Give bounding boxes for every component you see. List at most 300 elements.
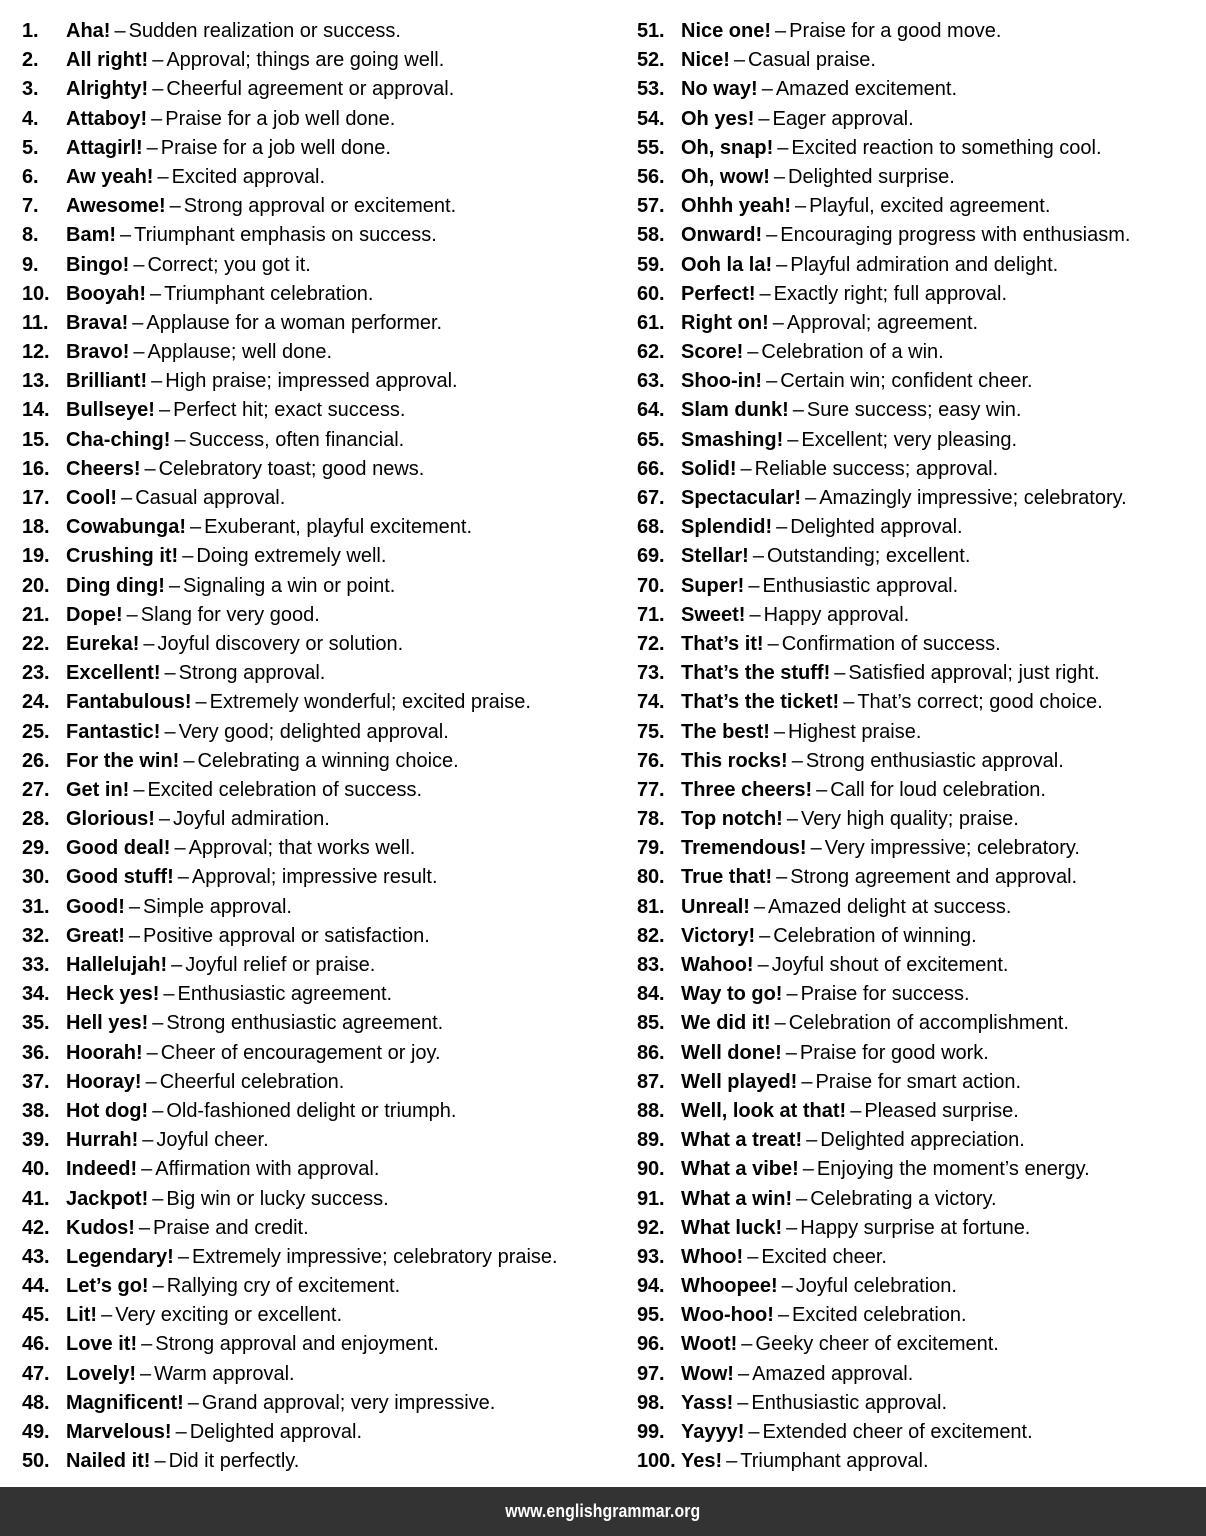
list-item-number: 17. xyxy=(22,487,50,509)
list-item-number: 70. xyxy=(637,574,665,597)
list-item-dash: – xyxy=(776,866,788,889)
list-item-dash: – xyxy=(163,983,175,1006)
list-item-number: 52. xyxy=(637,49,665,72)
list-item-number: 44. xyxy=(22,1275,50,1298)
list-item-dash: – xyxy=(121,487,133,509)
list-item-dash: – xyxy=(154,1450,166,1473)
list-item-term: Ding ding! xyxy=(66,574,165,597)
list-item-description: Praise for a job well done. xyxy=(165,107,396,130)
list-item-description: Call for loud celebration. xyxy=(830,778,1046,801)
list-item xyxy=(22,484,620,513)
list-item-dash: – xyxy=(120,224,132,247)
list-item xyxy=(637,309,1206,338)
list-item-number: 87. xyxy=(637,1070,665,1093)
list-item-description: Very impressive; celebratory. xyxy=(824,837,1080,860)
list-item-term: Cha-ching! xyxy=(66,428,171,451)
list-item-number: 11. xyxy=(22,311,49,334)
list-item-description: Confirmation of success. xyxy=(781,632,1001,655)
list-item-description: Excited reaction to something cool. xyxy=(791,136,1102,159)
list-item-term: That’s the ticket! xyxy=(681,691,840,714)
list-item-number: 8. xyxy=(22,224,39,247)
list-item-dash: – xyxy=(141,1158,153,1181)
list-item-dash: – xyxy=(146,136,158,159)
list-item xyxy=(22,163,620,192)
list-item xyxy=(637,1039,1206,1068)
list-item-description: Did it perfectly. xyxy=(168,1450,300,1473)
list-item-dash: – xyxy=(151,370,163,393)
list-item-description: Praise for smart action. xyxy=(815,1070,1022,1093)
list-item-number: 10. xyxy=(22,282,50,305)
list-item-description: Strong approval and enjoyment. xyxy=(155,1333,439,1356)
list-item-dash: – xyxy=(777,1304,790,1327)
list-item xyxy=(22,863,620,892)
list-item-number: 19. xyxy=(22,545,50,568)
list-item-number: 65. xyxy=(637,428,665,451)
list-item xyxy=(22,951,620,980)
list-item xyxy=(22,1330,620,1359)
list-item-description: Encouraging progress with enthusiasm. xyxy=(780,224,1131,247)
list-item-term: Aw yeah! xyxy=(66,165,154,188)
list-item-dash: – xyxy=(748,1421,760,1443)
list-item-term: Spectacular! xyxy=(681,487,802,509)
list-item-description: Strong enthusiastic approval. xyxy=(805,749,1064,772)
list-item-number: 76. xyxy=(637,749,665,772)
list-item-number: 60. xyxy=(637,282,665,305)
list-item-term: Score! xyxy=(681,341,744,364)
list-item-description: Exuberant, playful excitement. xyxy=(204,516,473,539)
list-item-description: Triumphant approval. xyxy=(740,1450,929,1473)
list-item-dash: – xyxy=(759,282,771,305)
list-item xyxy=(637,105,1206,134)
list-item xyxy=(22,922,620,951)
list-item-dash: – xyxy=(128,895,140,918)
list-item-description: Excellent; very pleasing. xyxy=(801,428,1018,451)
list-item-term: No way! xyxy=(681,78,758,101)
list-item-number: 82. xyxy=(637,924,665,947)
list-item-description: Warm approval. xyxy=(154,1362,295,1385)
list-item-term: Well played! xyxy=(681,1070,798,1093)
list-item xyxy=(22,513,620,542)
list-item-term: Magnificent! xyxy=(66,1391,184,1414)
list-item-description: Positive approval or satisfaction. xyxy=(143,924,430,947)
list-item-term: Hoorah! xyxy=(66,1041,143,1064)
list-item-number: 54. xyxy=(637,107,665,130)
list-item-dash: – xyxy=(806,1129,818,1152)
list-item-term: Awesome! xyxy=(66,195,166,218)
list-item-number: 58. xyxy=(637,224,665,247)
list-item xyxy=(637,1389,1206,1418)
list-item-term: Cool! xyxy=(66,487,118,509)
list-item-term: Cheers! xyxy=(66,457,141,480)
list-item-dash: – xyxy=(152,49,164,72)
list-item xyxy=(22,17,620,46)
list-item-description: Excited cheer. xyxy=(761,1245,887,1268)
list-item xyxy=(637,1097,1206,1126)
list-item-term: Good! xyxy=(66,895,125,918)
list-item-description: Enthusiastic approval. xyxy=(751,1391,948,1414)
list-item xyxy=(22,1214,620,1243)
list-item-term: Right on! xyxy=(681,311,769,334)
list-item xyxy=(22,776,620,805)
list-item-number: 83. xyxy=(637,954,665,976)
list-item-term: Yass! xyxy=(681,1391,734,1414)
list-item xyxy=(22,1185,620,1214)
list-item-number: 77. xyxy=(637,778,665,801)
list-item-term: Solid! xyxy=(681,457,737,480)
list-item xyxy=(637,776,1206,805)
list-item-term: Good stuff! xyxy=(66,866,174,889)
list-item-term: Excellent! xyxy=(66,662,161,685)
list-item-term: Onward! xyxy=(681,224,763,247)
website-url: www.englishgrammar.org xyxy=(505,1501,701,1521)
list-item-description: Joyful relief or praise. xyxy=(185,954,376,976)
list-item-dash: – xyxy=(758,107,770,130)
list-item-description: Applause; well done. xyxy=(147,341,333,364)
list-item-description: Very high quality; praise. xyxy=(800,808,1019,831)
list-item-description: Delighted approval. xyxy=(189,1421,363,1443)
list-item-term: Super! xyxy=(681,574,745,597)
list-item-dash: – xyxy=(175,1421,187,1443)
list-item-description: Celebration of winning. xyxy=(773,924,977,947)
list-item-description: Triumphant emphasis on success. xyxy=(134,224,437,247)
list-item-number: 51. xyxy=(637,20,665,42)
list-item-number: 97. xyxy=(637,1362,665,1385)
list-item xyxy=(637,1126,1206,1155)
list-item-number: 15. xyxy=(22,428,50,451)
list-item-description: Excited approval. xyxy=(171,165,325,188)
list-item xyxy=(22,396,620,425)
list-item-number: 18. xyxy=(22,516,50,539)
list-item-dash: – xyxy=(787,428,799,451)
list-item-term: Ohhh yeah! xyxy=(681,195,792,218)
list-item-dash: – xyxy=(151,107,163,130)
list-item-number: 55. xyxy=(637,136,665,159)
list-item-description: Praise for a job well done. xyxy=(160,136,391,159)
list-item-dash: – xyxy=(796,1187,808,1210)
list-item-term: Nice one! xyxy=(681,20,772,42)
list-item-number: 75. xyxy=(637,720,665,743)
list-item-term: Tremendous! xyxy=(681,837,807,860)
list-item-dash: – xyxy=(801,1070,813,1093)
list-item-term: We did it! xyxy=(681,1012,771,1035)
list-item-number: 89. xyxy=(637,1129,665,1152)
list-item-number: 28. xyxy=(22,808,50,831)
list-item-term: Yes! xyxy=(681,1450,723,1473)
list-item-description: Triumphant celebration. xyxy=(164,282,374,305)
list-item-dash: – xyxy=(747,1245,759,1268)
list-item-term: Smashing! xyxy=(681,428,784,451)
list-item-description: Exactly right; full approval. xyxy=(773,282,1008,305)
list-item-number: 40. xyxy=(22,1158,50,1181)
list-item xyxy=(637,17,1206,46)
list-item-term: Good deal! xyxy=(66,837,171,860)
list-item xyxy=(637,922,1206,951)
list-item-description: Casual praise. xyxy=(748,49,876,72)
list-item-term: Well done! xyxy=(681,1041,782,1064)
list-item xyxy=(22,426,620,455)
list-item-number: 88. xyxy=(637,1099,665,1122)
list-item-dash: – xyxy=(726,1450,738,1473)
list-item-dash: – xyxy=(126,603,138,626)
list-item-term: Oh, snap! xyxy=(681,136,774,159)
list-item-term: Hooray! xyxy=(66,1070,142,1093)
list-item xyxy=(637,426,1206,455)
list-item-description: Joyful celebration. xyxy=(795,1275,957,1298)
list-item-description: Geeky cheer of excitement. xyxy=(755,1333,999,1356)
list-item xyxy=(22,455,620,484)
list-item xyxy=(22,1272,620,1301)
list-item-dash: – xyxy=(133,778,145,801)
list-item-number: 67. xyxy=(637,487,665,509)
list-item xyxy=(22,221,620,250)
list-item-dash: – xyxy=(152,1275,164,1298)
list-item-description: Playful, excited agreement. xyxy=(809,195,1051,218)
list-item-dash: – xyxy=(138,1216,151,1239)
list-item-description: Grand approval; very impressive. xyxy=(201,1391,496,1414)
list-item-number: 4. xyxy=(22,107,39,130)
list-item-term: Fantastic! xyxy=(66,720,161,743)
list-item-number: 90. xyxy=(637,1158,665,1181)
list-item-description: Perfect hit; exact success. xyxy=(173,399,406,422)
list-column-right xyxy=(620,17,1206,1476)
list-item-number: 49. xyxy=(22,1421,50,1443)
list-item-description: Eager approval. xyxy=(772,107,914,130)
list-item-term: Perfect! xyxy=(681,282,756,305)
list-item-number: 100. xyxy=(637,1450,676,1473)
list-item-term: Wahoo! xyxy=(681,954,754,976)
list-item-dash: – xyxy=(772,311,784,334)
list-item-term: Top notch! xyxy=(681,808,783,831)
list-item-term: Attaboy! xyxy=(66,107,148,130)
list-item-dash: – xyxy=(792,399,804,422)
list-item-dash: – xyxy=(737,1362,750,1385)
list-item-description: High praise; impressed approval. xyxy=(165,370,458,393)
list-item-number: 39. xyxy=(22,1129,50,1152)
list-item-dash: – xyxy=(810,837,822,860)
list-item-description: Casual approval. xyxy=(135,487,286,509)
list-item-number: 61. xyxy=(637,311,665,334)
list-item-description: Cheerful celebration. xyxy=(159,1070,345,1093)
list-item-description: Praise for a good move. xyxy=(789,20,1002,42)
list-item-term: Well, look at that! xyxy=(681,1099,847,1122)
list-item-number: 36. xyxy=(22,1041,50,1064)
list-item xyxy=(22,659,620,688)
list-item-dash: – xyxy=(740,457,752,480)
list-item-number: 1. xyxy=(22,20,39,42)
list-item xyxy=(637,893,1206,922)
list-item-term: Three cheers! xyxy=(681,778,813,801)
list-item-term: Fantabulous! xyxy=(66,691,192,714)
list-item-description: Joyful cheer. xyxy=(156,1129,269,1152)
list-item-number: 80. xyxy=(637,866,665,889)
list-item-number: 46. xyxy=(22,1333,50,1356)
list-item-term: Hot dog! xyxy=(66,1099,149,1122)
list-item-term: What a win! xyxy=(681,1187,793,1210)
list-item xyxy=(637,1272,1206,1301)
list-item xyxy=(637,572,1206,601)
list-item-term: Let’s go! xyxy=(66,1275,149,1298)
list-item-number: 12. xyxy=(22,341,50,364)
list-item-dash: – xyxy=(164,662,176,685)
list-item xyxy=(22,688,620,717)
list-item-number: 57. xyxy=(637,195,665,218)
list-item-term: What a treat! xyxy=(681,1129,803,1152)
list-item-description: Strong enthusiastic agreement. xyxy=(166,1012,444,1035)
list-item-description: Praise for success. xyxy=(800,983,970,1006)
list-item xyxy=(22,75,620,104)
list-item xyxy=(637,688,1206,717)
list-item xyxy=(637,367,1206,396)
list-item-number: 5. xyxy=(22,136,39,159)
list-item xyxy=(22,105,620,134)
list-item-number: 63. xyxy=(637,370,665,393)
list-item-description: Amazingly impressive; celebratory. xyxy=(819,487,1127,509)
list-item-description: Simple approval. xyxy=(143,895,292,918)
list-item xyxy=(22,1243,620,1272)
list-item-term: Eureka! xyxy=(66,632,140,655)
list-item xyxy=(22,1126,620,1155)
list-item-number: 53. xyxy=(637,78,665,101)
list-item xyxy=(637,75,1206,104)
list-item-description: Joyful admiration. xyxy=(173,808,330,831)
list-item-description: Amazed excitement. xyxy=(775,78,958,101)
list-item-number: 45. xyxy=(22,1304,50,1327)
list-item-term: The best! xyxy=(681,720,770,743)
list-item xyxy=(22,1389,620,1418)
list-item-dash: – xyxy=(140,1362,152,1385)
list-item-dash: – xyxy=(759,924,771,947)
list-item-number: 62. xyxy=(637,341,665,364)
list-item-number: 30. xyxy=(22,866,50,889)
list-item-number: 50. xyxy=(22,1450,50,1473)
list-item-dash: – xyxy=(776,253,788,276)
list-item-term: Aha! xyxy=(66,20,111,42)
list-item-term: Booyah! xyxy=(66,282,146,305)
list-item-number: 7. xyxy=(22,195,39,218)
list-item-dash: – xyxy=(152,1012,164,1035)
list-item-dash: – xyxy=(777,136,789,159)
list-item xyxy=(22,601,620,630)
list-item-term: Yayyy! xyxy=(681,1421,745,1443)
list-item-number: 38. xyxy=(22,1099,50,1122)
list-item-dash: – xyxy=(773,165,786,188)
list-item-term: What a vibe! xyxy=(681,1158,799,1181)
list-item-dash: – xyxy=(786,808,798,831)
list-item-term: Brilliant! xyxy=(66,370,148,393)
list-item-number: 91. xyxy=(637,1187,665,1210)
list-item-dash: – xyxy=(164,720,176,743)
list-item-dash: – xyxy=(114,20,126,42)
list-item-number: 71. xyxy=(637,603,665,626)
list-item-description: Signaling a win or point. xyxy=(182,574,396,597)
list-item-description: Very exciting or excellent. xyxy=(115,1304,342,1327)
list-item xyxy=(22,630,620,659)
list-item-number: 29. xyxy=(22,837,50,860)
list-item-dash: – xyxy=(141,1333,153,1356)
list-item-dash: – xyxy=(741,1333,753,1356)
list-item-description: Affirmation with approval. xyxy=(155,1158,380,1181)
list-item-dash: – xyxy=(143,632,155,655)
list-item-description: Sudden realization or success. xyxy=(128,20,401,42)
list-item-description: Certain win; confident cheer. xyxy=(780,370,1033,393)
list-item-dash: – xyxy=(169,195,181,218)
list-item-term: Brava! xyxy=(66,311,129,334)
list-item-number: 41. xyxy=(22,1187,50,1210)
list-item-term: Dope! xyxy=(66,603,123,626)
list-item-term: Victory! xyxy=(681,924,756,947)
list-item-dash: – xyxy=(749,603,761,626)
list-item-number: 6. xyxy=(22,165,39,188)
list-item-dash: – xyxy=(733,49,746,72)
list-item-dash: – xyxy=(767,632,779,655)
list-item xyxy=(22,1009,620,1038)
list-item xyxy=(637,1301,1206,1330)
list-item xyxy=(637,46,1206,75)
list-item-description: Playful admiration and delight. xyxy=(790,253,1059,276)
list-item-number: 37. xyxy=(22,1070,50,1093)
list-item-term: This rocks! xyxy=(681,749,788,772)
list-item-dash: – xyxy=(133,253,145,276)
list-item-dash: – xyxy=(748,574,760,597)
list-item-dash: – xyxy=(781,1275,793,1298)
list-item-number: 16. xyxy=(22,457,50,480)
list-item-number: 85. xyxy=(637,1012,665,1035)
list-item xyxy=(22,192,620,221)
list-item xyxy=(22,46,620,75)
list-item-term: Legendary! xyxy=(66,1245,174,1268)
list-item-description: Celebrating a winning choice. xyxy=(197,749,459,772)
list-item-dash: – xyxy=(843,691,855,714)
list-item-description: Delighted appreciation. xyxy=(820,1129,1025,1152)
list-item-description: Enthusiastic approval. xyxy=(762,574,959,597)
list-item-description: Enthusiastic agreement. xyxy=(177,983,393,1006)
list-item xyxy=(637,542,1206,571)
list-item xyxy=(22,367,620,396)
list-item-description: Approval; agreement. xyxy=(786,311,979,334)
list-item-description: Delighted approval. xyxy=(790,516,963,539)
list-item xyxy=(22,893,620,922)
list-item-dash: – xyxy=(775,20,787,42)
list-item-dash: – xyxy=(144,457,156,480)
list-item-dash: – xyxy=(152,1099,164,1122)
list-item-description: Celebrating a victory. xyxy=(810,1187,997,1210)
list-item-dash: – xyxy=(766,224,778,247)
list-item-term: Ooh la la! xyxy=(681,253,773,276)
list-item-term: Hurrah! xyxy=(66,1129,139,1152)
list-item-term: That’s it! xyxy=(681,632,764,655)
list-item-term: Lovely! xyxy=(66,1362,137,1385)
list-item-description: Approval; things are going well. xyxy=(166,49,445,72)
list-item-dash: – xyxy=(174,837,186,860)
list-item-dash: – xyxy=(774,1012,786,1035)
list-item-number: 74. xyxy=(637,691,665,714)
list-item xyxy=(637,1243,1206,1272)
list-item xyxy=(637,221,1206,250)
list-item-description: Excited celebration. xyxy=(792,1304,967,1327)
list-item-description: Outstanding; excellent. xyxy=(766,545,971,568)
list-item xyxy=(22,251,620,280)
list-item-number: 78. xyxy=(637,808,665,831)
list-item-number: 69. xyxy=(637,545,665,568)
list-item-term: Attagirl! xyxy=(66,136,143,159)
list-item-dash: – xyxy=(195,691,207,714)
list-item-term: Bullseye! xyxy=(66,399,155,422)
list-item-dash: – xyxy=(177,1245,189,1268)
list-item-number: 42. xyxy=(22,1216,50,1239)
list-item-description: Pleased surprise. xyxy=(864,1099,1019,1122)
list-item xyxy=(637,1214,1206,1243)
list-item-number: 47. xyxy=(22,1362,50,1385)
